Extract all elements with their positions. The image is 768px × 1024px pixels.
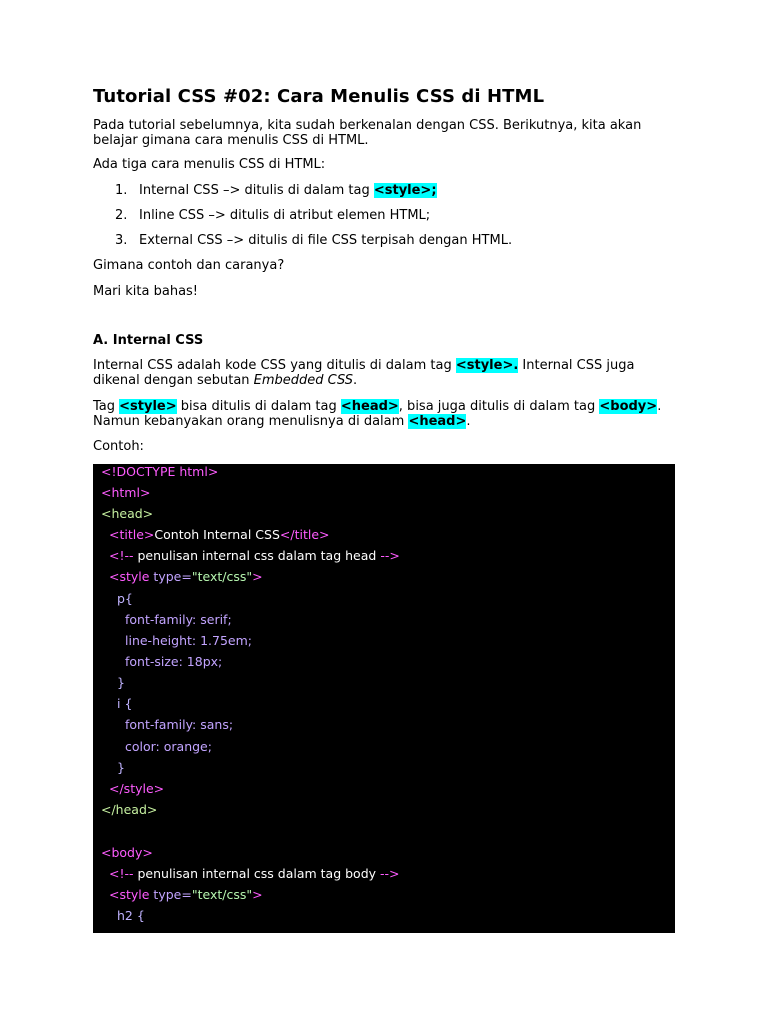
code-line: i { xyxy=(117,696,133,711)
code-line: <style type="text/css"> xyxy=(109,887,263,902)
code-line: color: orange; xyxy=(125,739,212,754)
code-line: <title>Contoh Internal CSS</title> xyxy=(109,527,330,542)
ways-list xyxy=(93,183,676,258)
code-line: </style> xyxy=(109,781,165,796)
code-line: <!DOCTYPE html> xyxy=(101,464,219,479)
code-line: } xyxy=(117,760,125,775)
code-line: <html> xyxy=(101,485,151,500)
code-block xyxy=(93,464,675,933)
internal-css-paragraph-2: Tag <style> bisa ditulis di dalam tag <head>, bisa juga ditulis di dalam tag <body>. xyxy=(93,399,662,414)
example-label: Contoh: xyxy=(93,439,144,454)
intro-line-1: Pada tutorial sebelumnya, kita sudah berkenalan dengan CSS. Berikutnya, kita akan xyxy=(93,118,642,133)
internal-css-paragraph-1-line-2: dikenal dengan sebutan Embedded CSS. xyxy=(93,373,358,388)
code-line: p{ xyxy=(117,591,133,606)
ways-heading: Ada tiga cara menulis CSS di HTML: xyxy=(93,157,326,172)
internal-css-paragraph-2-line-2: Namun kebanyakan orang menulisnya di dalam <head>. xyxy=(93,414,471,429)
section-heading-internal-css: A. Internal CSS xyxy=(93,333,204,348)
lets-discuss-text: Mari kita bahas! xyxy=(93,284,199,299)
page-title: Tutorial CSS #02: Cara Menulis CSS di HTML xyxy=(93,86,545,107)
code-line: </head> xyxy=(101,802,158,817)
code-line: <head> xyxy=(101,506,154,521)
style-tag-highlight: <style>; xyxy=(373,183,437,198)
code-line: font-family: sans; xyxy=(125,717,234,732)
code-line: <!-- penulisan internal css dalam tag head --> xyxy=(109,548,400,563)
code-line: } xyxy=(117,675,125,690)
code-line: h2 { xyxy=(117,908,145,923)
code-line: <!-- penulisan internal css dalam tag body --> xyxy=(109,866,400,881)
code-line: line-height: 1.75em; xyxy=(125,633,253,648)
code-line: <style type="text/css"> xyxy=(109,569,263,584)
intro-line-2: belajar gimana cara menulis CSS di HTML. xyxy=(93,133,369,148)
list-item: 1. Internal CSS –> ditulis di dalam tag <style>; xyxy=(115,183,437,198)
code-line: font-size: 18px; xyxy=(125,654,223,669)
code-line: <body> xyxy=(101,845,153,860)
list-item: 2. Inline CSS –> ditulis di atribut elemen HTML; xyxy=(115,208,431,223)
code-line: font-family: serif; xyxy=(125,612,232,627)
question-text: Gimana contoh dan caranya? xyxy=(93,258,285,273)
internal-css-paragraph-1: Internal CSS adalah kode CSS yang ditulis di dalam tag <style>. Internal CSS juga xyxy=(93,358,635,373)
list-item: 3. External CSS –> ditulis di file CSS terpisah dengan HTML. xyxy=(115,233,513,248)
